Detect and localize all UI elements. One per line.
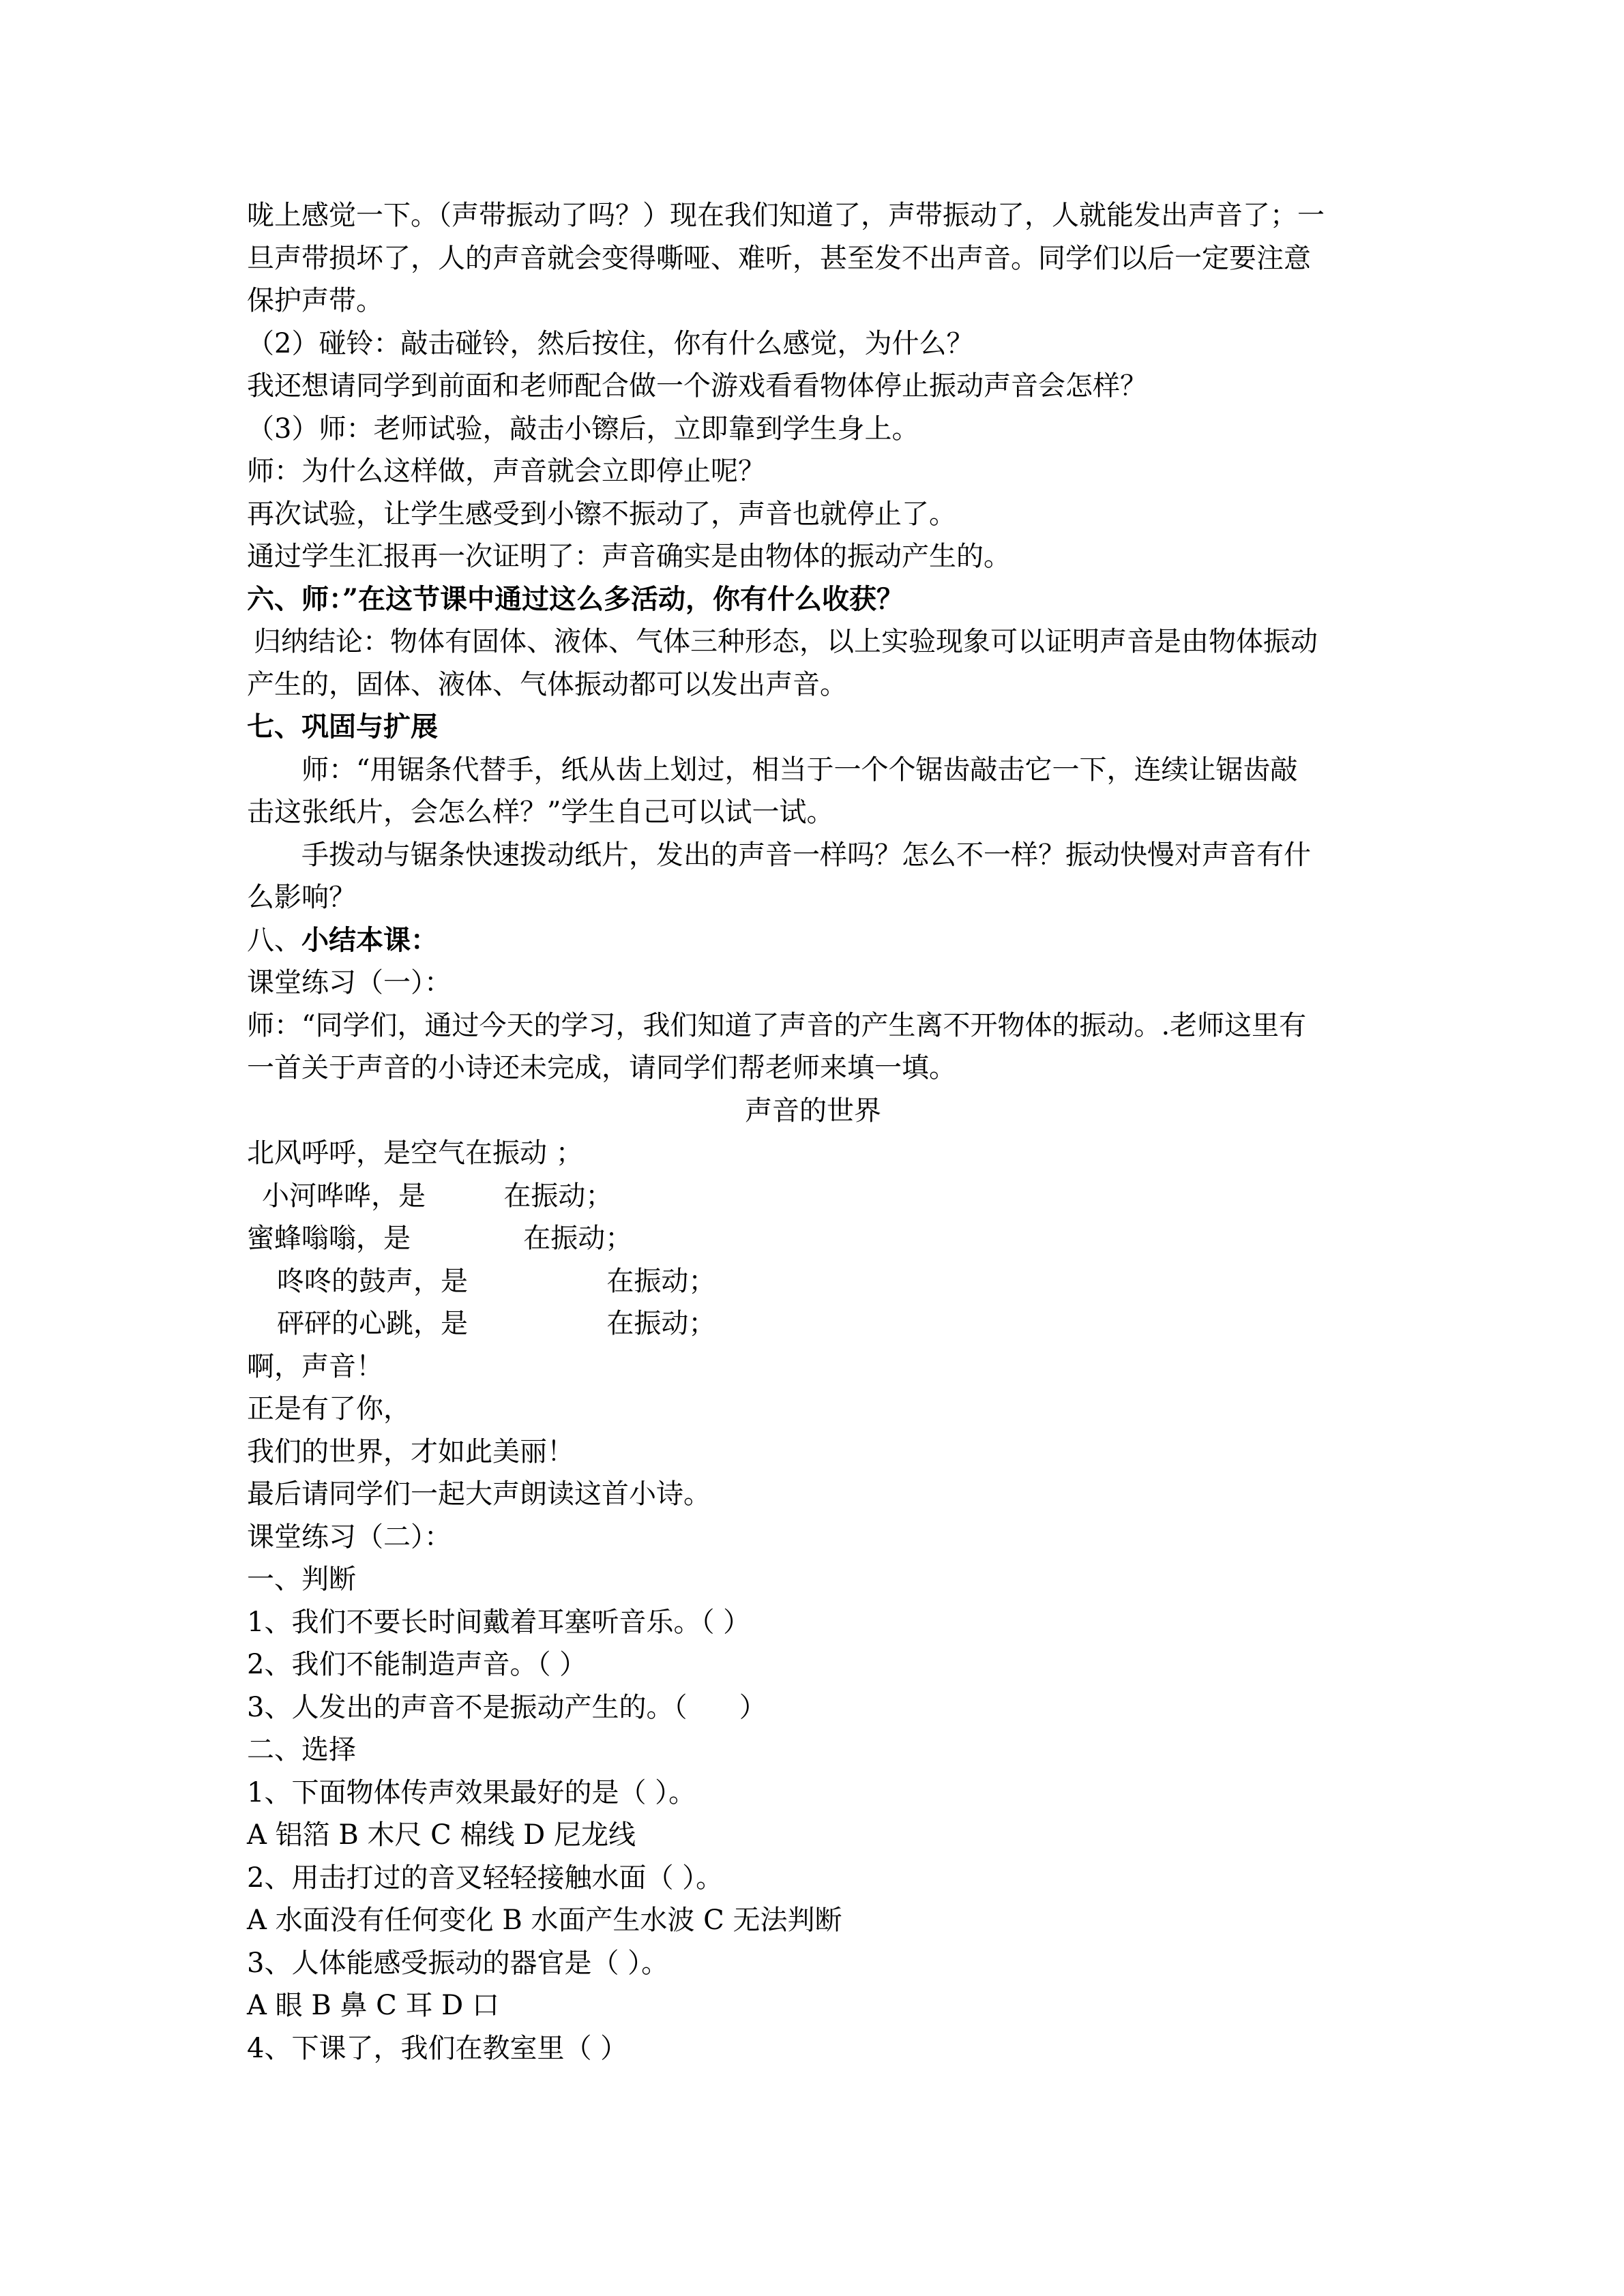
- poem-line: 我们的世界，才如此美丽！: [247, 1435, 574, 1467]
- question-line: 3、人发出的声音不是振动产生的。（ ）: [247, 1691, 767, 1723]
- text-line: 旦声带损坏了，人的声音就会变得嘶哑、难听，甚至发不出声音。同学们以后一定要注意: [247, 242, 1311, 274]
- poem-line: 北风呼呼，是空气在振动 ；: [247, 1137, 583, 1169]
- document-page: [247, 194, 1379, 2070]
- text-line: 手拨动与锯条快速拨动纸片，发出的声音一样吗？怎么不一样？振动快慢对声音有什: [301, 839, 1311, 871]
- question-line: 2、我们不能制造声音。（ ）: [247, 1649, 587, 1680]
- text-line: 再次试验，让学生感受到小镲不振动了，声音也就停止了。: [247, 498, 956, 530]
- text-line: 课堂练习（二）：: [247, 1521, 452, 1553]
- text-line: 最后请同学们一起大声朗读这首小诗。: [247, 1478, 711, 1510]
- section-title: 小结本课：: [301, 923, 438, 956]
- text-line: 师：“用锯条代替手，纸从齿上划过，相当于一个个锯齿敲击它一下，连续让锯齿敲: [301, 754, 1298, 786]
- text-line: 一、判断: [247, 1564, 356, 1595]
- text-line: 二、选择: [247, 1734, 356, 1765]
- answer-options: A 眼 B 鼻 C 耳 D 口: [247, 1990, 499, 2021]
- question-line: 1、下面物体传声效果最好的是（ ）。: [247, 1776, 696, 1808]
- poem-title: 声音的世界: [745, 1094, 881, 1127]
- question-line: 4、下课了，我们在教室里（ ）: [247, 2032, 628, 2064]
- question-line: 2、用击打过的音叉轻轻接触水面（ ）。: [247, 1862, 724, 1894]
- text-line: （2）碰铃：敲击碰铃，然后按住，你有什么感觉，为什么？: [247, 327, 974, 359]
- question-line: 3、人体能感受振动的器官是（ ）。: [247, 1947, 669, 1979]
- question-line: 1、我们不要长时间戴着耳塞听音乐。（ ）: [247, 1606, 751, 1638]
- text-line: 击这张纸片，会怎么样？”学生自己可以试一试。: [247, 796, 834, 828]
- poem-line: 正是有了你，: [247, 1393, 411, 1425]
- text-line: 一首关于声音的小诗还未完成，请同学们帮老师来填一填。: [247, 1052, 956, 1084]
- section-heading-eight: [247, 919, 1379, 962]
- answer-options: A 水面没有任何变化 B 水面产生水波 C 无法判断: [247, 1905, 842, 1936]
- section-heading-seven: 七、巩固与扩展: [247, 711, 438, 743]
- poem-line: 小河哗哗，是 在振动；: [262, 1180, 613, 1212]
- section-number: 八、: [247, 924, 301, 956]
- poem-line: 咚咚的鼓声，是 在振动；: [277, 1265, 716, 1297]
- text-line: 咙上感觉一下。（声带振动了吗？）现在我们知道了，声带振动了，人就能发出声音了；一: [247, 200, 1325, 231]
- text-line: 保护声带。: [247, 285, 383, 316]
- text-line: 师：“同学们，通过今天的学习，我们知道了声音的产生离不开物体的振动。.老师这里有: [247, 1009, 1307, 1041]
- text-line: 产生的，固体、液体、气体振动都可以发出声音。: [247, 668, 847, 700]
- poem-line: 砰砰的心跳，是 在振动；: [277, 1308, 716, 1339]
- text-line: 归纳结论：物体有固体、液体、气体三种形态，以上实验现象可以证明声音是由物体振动: [254, 626, 1318, 657]
- text-line: 通过学生汇报再一次证明了：声音确实是由物体的振动产生的。: [247, 541, 1011, 572]
- poem-line: 蜜蜂嗡嗡，是 在振动；: [247, 1223, 633, 1254]
- text-line: （3）师：老师试验，敲击小镲后，立即靠到学生身上。: [247, 413, 919, 445]
- section-heading-six: 六、师：”在这节课中通过这么多活动，你有什么收获？: [247, 582, 904, 615]
- text-line: 师：为什么这样做，声音就会立即停止呢？: [247, 456, 765, 487]
- text-line: 么影响？: [247, 882, 356, 913]
- answer-options: A 铝箔 B 木尺 C 棉线 D 尼龙线: [247, 1819, 636, 1851]
- poem-line: 啊，声音！: [247, 1350, 383, 1382]
- text-line: 课堂练习（一）：: [247, 967, 452, 998]
- text-line: 我还想请同学到前面和老师配合做一个游戏看看物体停止振动声音会怎样？: [247, 370, 1147, 402]
